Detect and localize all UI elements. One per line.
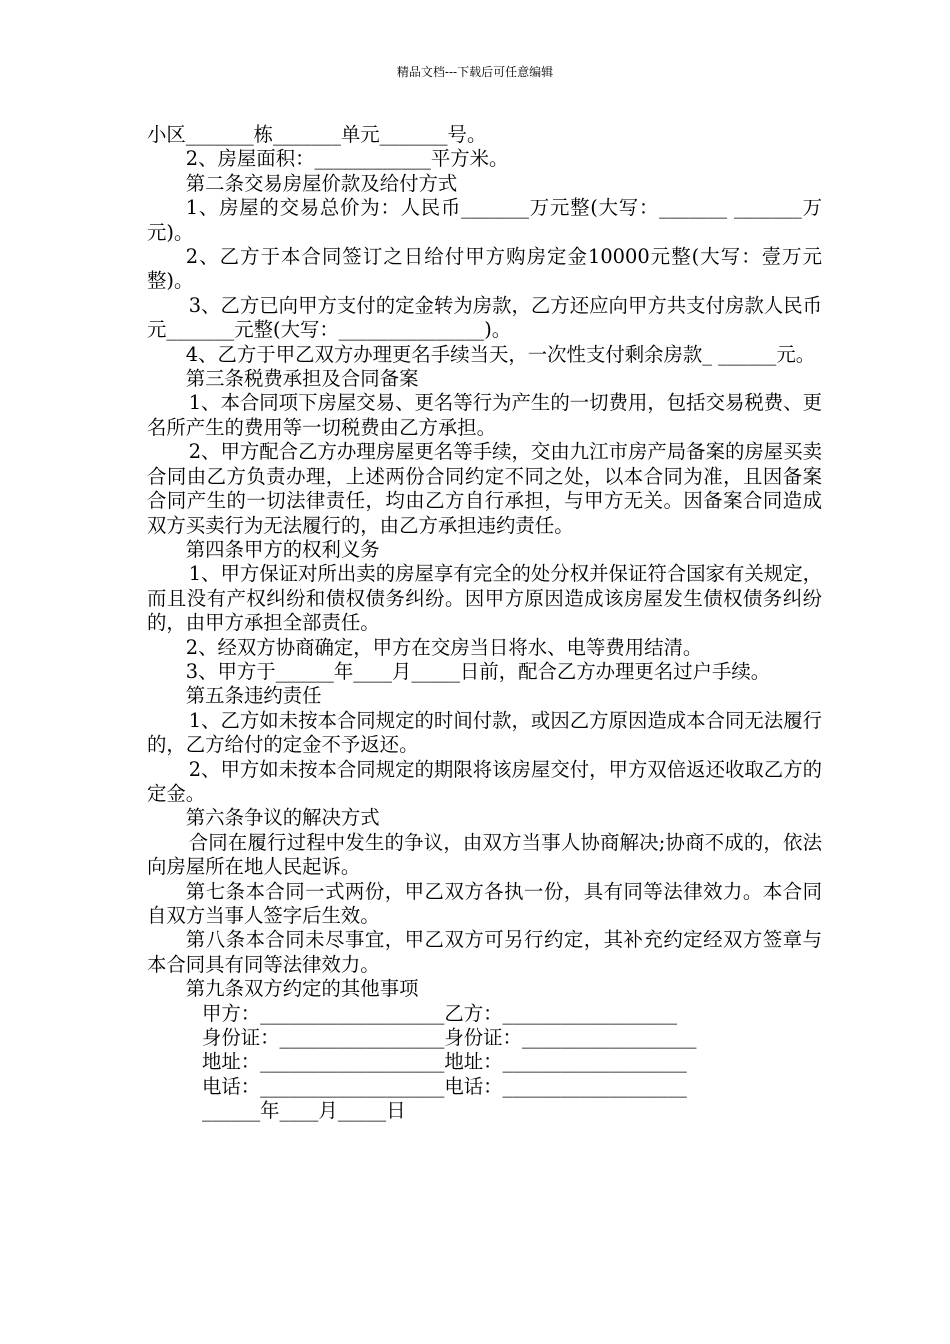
section-heading: 第二条交易房屋价款及给付方式: [185, 171, 458, 195]
date-line: ______年____月_____日: [202, 1099, 406, 1123]
section-heading: 第三条税费承担及合同备案: [185, 367, 419, 391]
paragraph: 1、甲方保证对所出卖的房屋享有完全的处分权并保证符合国家有关规定，而且没有产权纠纷和债权债务纠纷。因甲方原因造成该房屋发生债权债务纠纷的，由甲方承担全部责任。: [147, 562, 822, 635]
section-heading: 第九条双方约定的其他事项: [185, 977, 419, 1001]
phone-a-field: 电话：___________________: [202, 1074, 445, 1098]
address-a-field: 地址：___________________: [202, 1050, 445, 1074]
signature-block: [147, 1002, 822, 1124]
party-a-field: 甲方：___________________: [202, 1001, 445, 1025]
paragraph: 2、甲方配合乙方办理房屋更名等手续，交由九江市房产局备案的房屋买卖合同由乙方负责办理，上述两份合同约定不同之处，以本合同为准，且因备案合同产生的一切法律责任，均由乙方自行承担，与甲方无关。因备案合同造成双方买卖行为无法履行的，由乙方承担违约责任。: [147, 440, 822, 537]
paragraph: 1、本合同项下房屋交易、更名等行为产生的一切费用，包括交易税费、更名所产生的费用等一切税费由乙方承担。: [147, 391, 822, 439]
paragraph: 2、经双方协商确定，甲方在交房当日将水、电等费用结清。: [185, 635, 703, 659]
signature-row-parties: [147, 1002, 822, 1026]
contract-body: [147, 123, 822, 1124]
paragraph: 1、房屋的交易总价为：人民币_______万元整(大写：_______ _______万元)。: [147, 196, 822, 244]
id-b-field: 身份证：__________________: [444, 1026, 697, 1050]
id-a-field: 身份证：_________________: [202, 1026, 445, 1050]
section-heading: 第四条甲方的权利义务: [185, 537, 380, 561]
paragraph: 3、甲方于______年____月_____日前，配合乙方办理更名过户手续。: [185, 659, 771, 683]
paragraph: 合同在履行过程中发生的争议，由双方当事人协商解决;协商不成的，依法向房屋所在地人民起诉。: [147, 830, 822, 879]
paragraph: 1、乙方如未按本合同规定的时间付款，或因乙方原因造成本合同无法履行的，乙方给付的定金不予返还。: [147, 708, 822, 757]
phone-b-field: 电话：___________________: [444, 1074, 687, 1098]
section-heading: 第五条违约责任: [185, 684, 322, 708]
address-b-field: 地址：___________________: [444, 1050, 687, 1074]
party-b-field: 乙方：__________________: [444, 1001, 678, 1025]
signature-row-id: [147, 1026, 822, 1050]
paragraph: 2、甲方如未按本合同规定的期限将该房屋交付，甲方双倍返还收取乙方的定金。: [147, 757, 822, 805]
page-header: 精品文档---下载后可任意编辑: [396, 65, 554, 79]
paragraph: 2、乙方于本合同签订之日给付甲方购房定金10000元整(大写：壹万元整)。: [147, 245, 822, 293]
signature-row-phone: [147, 1075, 822, 1099]
signature-row-address: [147, 1050, 822, 1074]
paragraph: 第七条本合同一式两份，甲乙双方各执一份，具有同等法律效力。本合同自双方当事人签字后生效。: [147, 879, 822, 927]
paragraph: 小区_______栋_______单元_______号。: [147, 123, 487, 146]
paragraph: 2、房屋面积：____________平方米。: [185, 147, 509, 171]
paragraph: 4、乙方于甲乙双方办理更名手续当天，一次性支付剩余房款_ ______元。: [185, 342, 816, 366]
paragraph: 3、乙方已向甲方支付的定金转为房款，乙方还应向甲方共支付房款人民币元_______元整(大写：_______________)。: [147, 293, 822, 342]
paragraph: 第八条本合同未尽事宜，甲乙双方可另行约定，其补充约定经双方签章与本合同具有同等法律效力。: [147, 928, 822, 976]
section-heading: 第六条争议的解决方式: [185, 806, 380, 830]
